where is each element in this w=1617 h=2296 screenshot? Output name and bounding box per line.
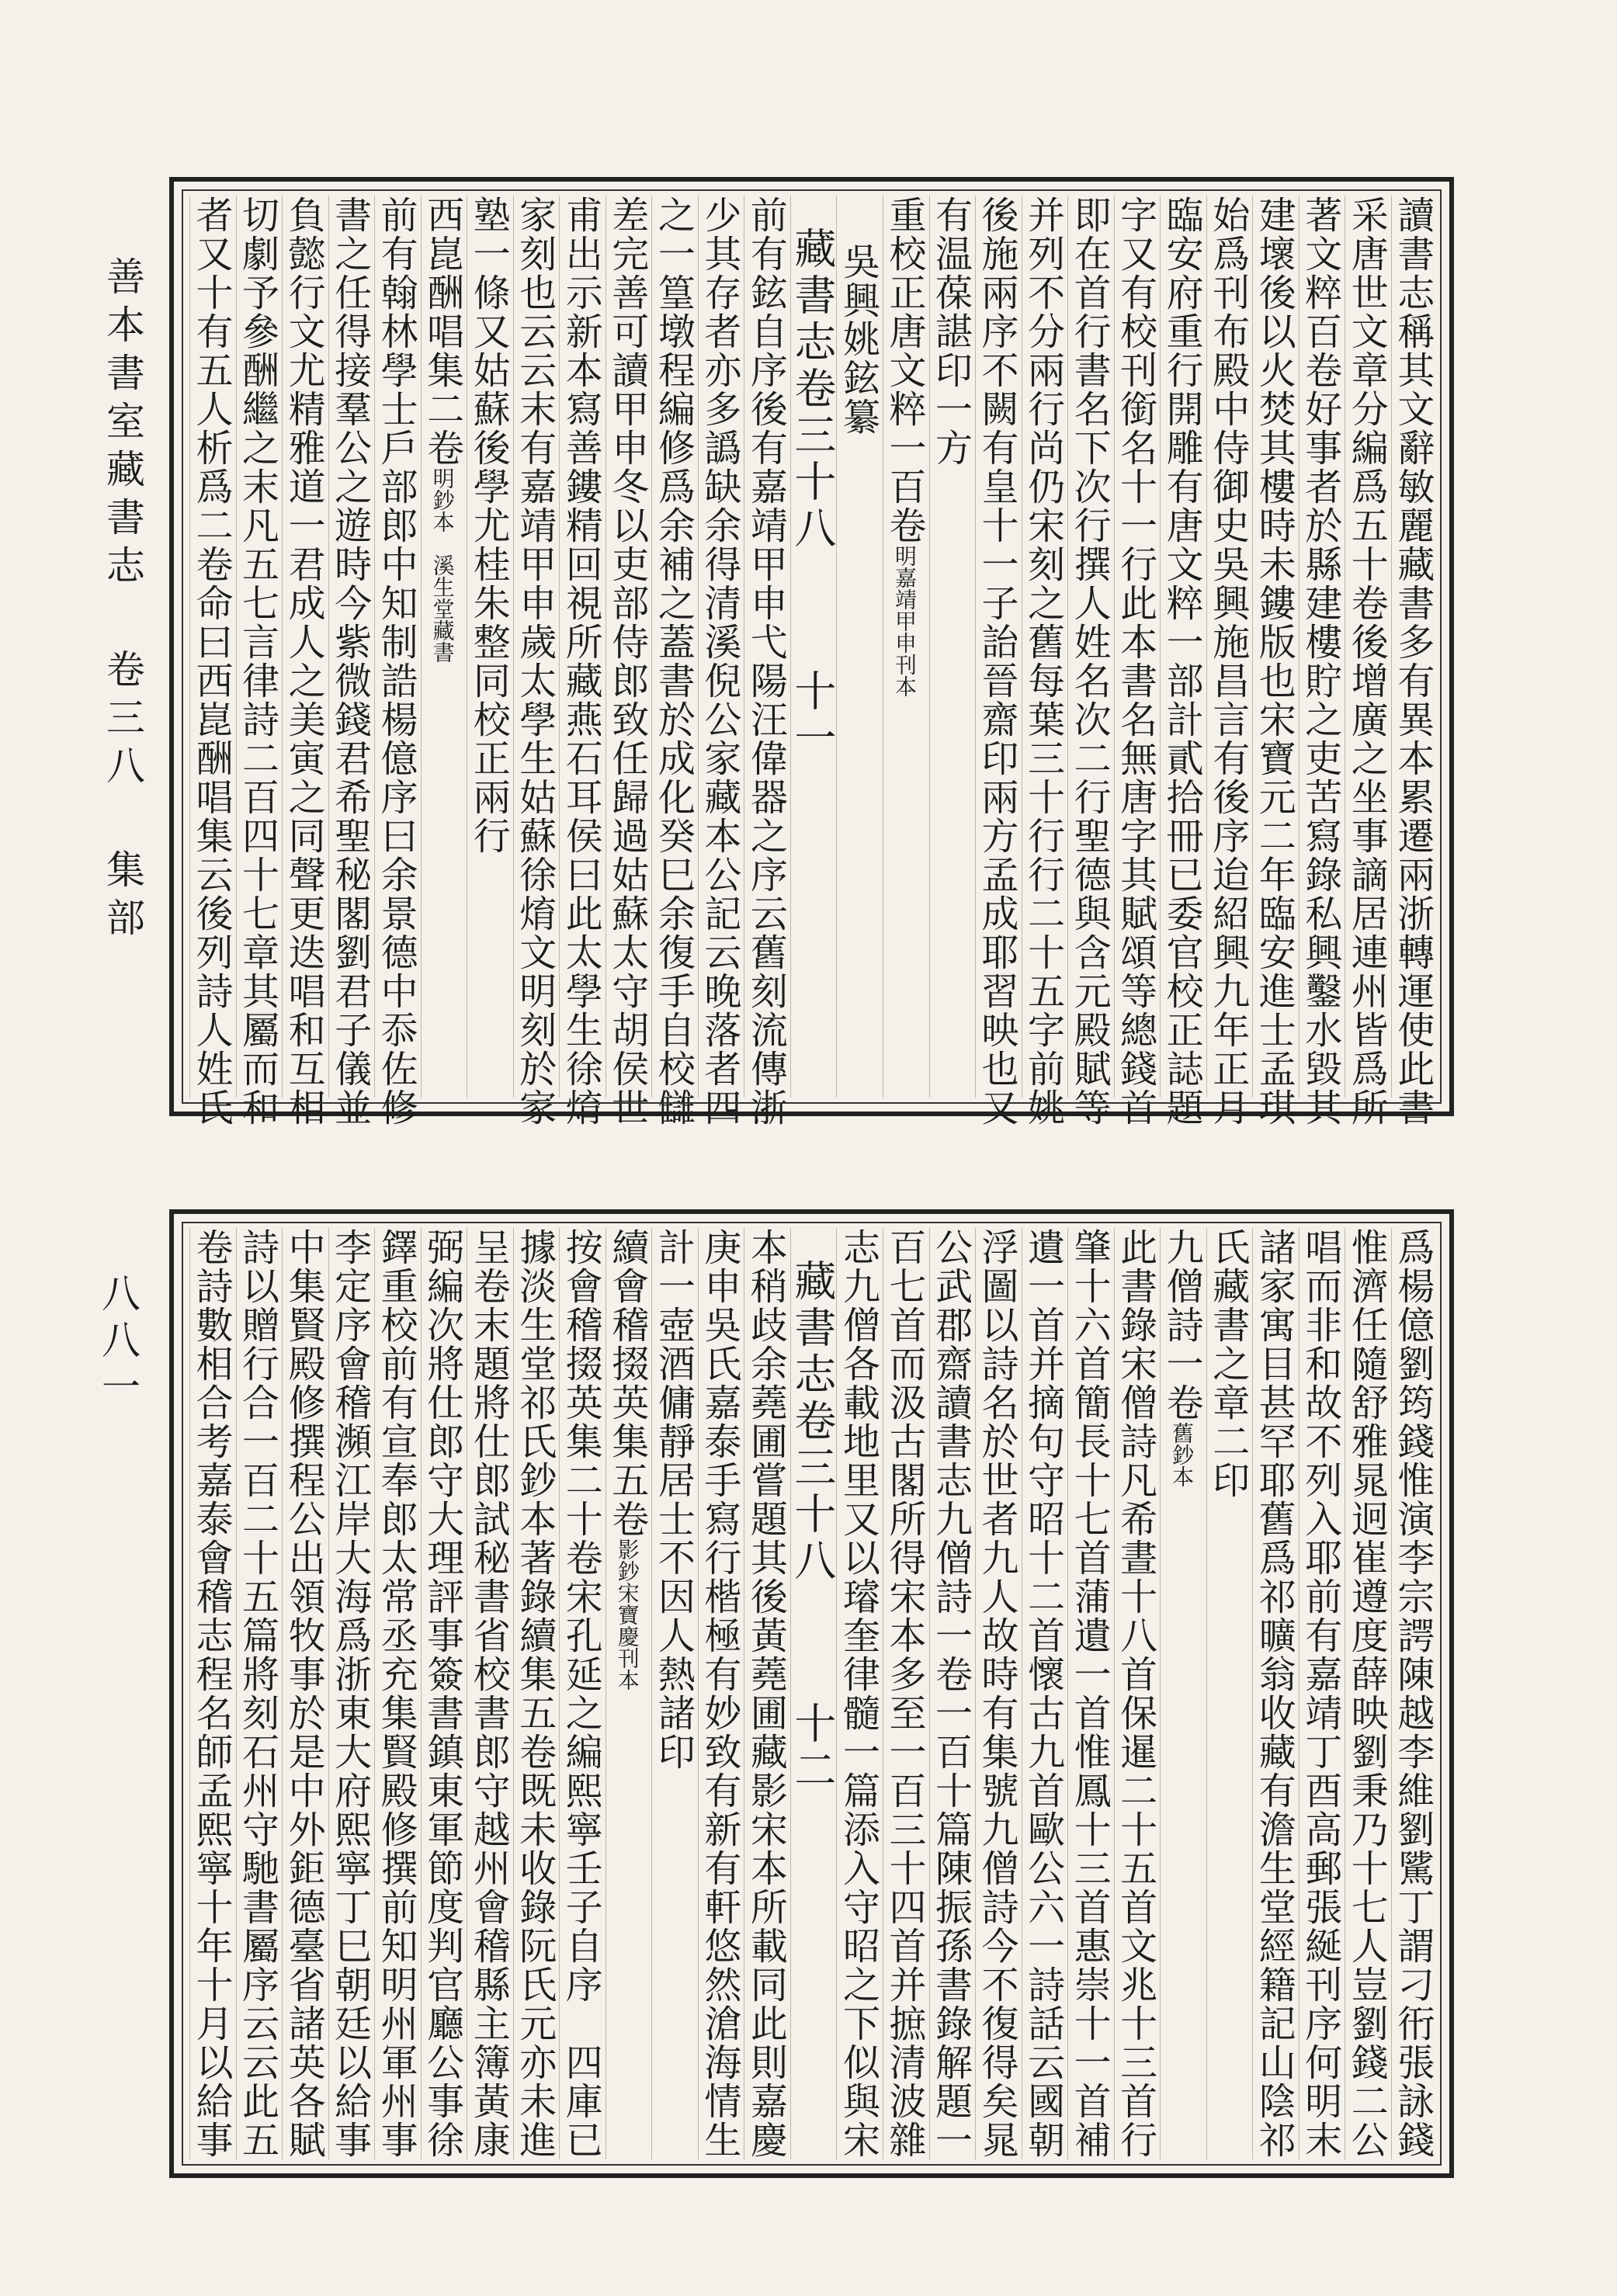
column-text: 負懿行文尤精雅道一君成人之美寅之同聲更迭唱和互相 (282, 196, 326, 1127)
spine-caption (99, 256, 146, 980)
text-column (328, 196, 372, 1127)
edition-note: 明嘉靖甲申刊本 (891, 545, 918, 697)
running-header-title: 藏書志卷三十八 (787, 1259, 837, 1585)
text-column (744, 1228, 786, 2159)
column-text: 讀書志稱其文辭敏麗藏書多有異本累遷兩浙轉運使此書 (1390, 196, 1435, 1127)
column-text: 計一壺酒傭靜居士不因人熱諸印 (651, 1228, 696, 1771)
column-text: 差完善可讀甲申冬以吏部侍郎致任歸過姑蘇太守胡侯世 (605, 196, 649, 1127)
text-column (1252, 196, 1296, 1127)
text-column (282, 196, 326, 1127)
text-column (189, 196, 233, 1127)
column-text: 浮圖以詩名於世者九人故時有集號九僧詩今不復得矣晁 (975, 1228, 1019, 2159)
text-column (836, 196, 879, 1098)
text-column (1114, 1228, 1157, 2159)
column-text: 并列不分兩行尚仍宋刻之舊每葉三十行行二十五字前姚 (1021, 196, 1065, 1127)
text-column (1206, 1228, 1249, 2159)
column-text: 卷詩數相合考嘉泰會稽志程名師孟熙寧十年十月以給事 (189, 1228, 233, 2159)
entry-title-column (1160, 1228, 1202, 2159)
column-text: 公武郡齋讀書志九僧詩一卷一百十篇陳振孫書錄解題一 (928, 1228, 973, 2159)
column-text: 李定序會稽瀕江岸大海爲浙東大府熙寧丁巳朝廷以給事 (328, 1228, 372, 2159)
column-text: 氏藏書之章二印 (1206, 1228, 1250, 1500)
edition-note: 舊鈔本 (1169, 1422, 1195, 1487)
lower-text-columns (189, 1228, 1434, 2159)
text-column (1345, 1228, 1387, 2159)
column-text: 唱而非和故不列入耶前有嘉靖丁酉高郵張綖刊序何明末 (1298, 1228, 1342, 2159)
text-column (1391, 1228, 1434, 2159)
entry-title-column (421, 196, 463, 1098)
text-column (697, 196, 741, 1127)
folio-number: 十二 (787, 1701, 837, 1795)
text-column (1299, 1228, 1341, 2159)
entry-title-column (606, 1228, 648, 2159)
text-column (929, 196, 972, 1098)
text-column (836, 1228, 879, 2159)
text-column (374, 196, 418, 1127)
column-text: 九僧詩一卷 (1160, 1228, 1204, 1422)
column-text: 詩以贈行合一百二十五篇將刻石州守馳書屬序云云此五 (235, 1228, 279, 2159)
column-text: 重校正唐文粹一百卷 (882, 196, 926, 545)
text-column (883, 1228, 925, 2159)
text-column (559, 196, 603, 1127)
text-column (374, 1228, 417, 2159)
column-text: 按會稽掇英集二十卷宋孔延之編熙寧壬子自序 四庫已 (559, 1228, 603, 2159)
column-text: 始爲刊布殿中侍御史吳興施昌言有後序迨紹興九年正月 (1206, 196, 1250, 1127)
column-text: 家刻也云云末有嘉靖甲申歲太學生姑蘇徐焴文明刻於家 (512, 196, 557, 1127)
column-text: 吳興姚鉉纂 (836, 242, 880, 436)
text-column (512, 196, 557, 1127)
text-column (605, 196, 649, 1127)
edition-note: 明鈔本 溪生堂藏書 (429, 467, 456, 663)
spine-section: 集部 (100, 848, 145, 945)
text-column (1022, 1228, 1064, 2159)
text-column (189, 1228, 232, 2159)
upper-page-panel (169, 177, 1454, 1127)
column-text: 庚申吳氏嘉泰手寫行楷極有妙致有新有軒悠然滄海情生 (697, 1228, 741, 2159)
column-text: 建壞後以火焚其樓時未鏤版也宋寶元二年臨安進士孟琪 (1252, 196, 1296, 1127)
column-text: 即在首行書名下次行撰人姓名次二行聖德與含元殿賦等 (1067, 196, 1112, 1127)
column-text: 志九僧各載地里又以璿奎律髓一篇添入守昭之下似與宋 (836, 1228, 880, 2159)
column-text: 續會稽掇英集五卷 (605, 1228, 649, 1538)
column-text: 采唐世文章分編爲五十卷後增廣之坐事謫居連州皆爲所 (1345, 196, 1389, 1127)
text-column (1113, 196, 1157, 1127)
column-text: 有温葆諶印一方 (928, 196, 973, 467)
text-column (513, 1228, 556, 2159)
column-text: 前有翰林學士戶部郎中知制誥楊億序曰余景德中忝佐修 (374, 196, 418, 1127)
text-column (929, 1228, 972, 2159)
text-column (651, 196, 696, 1127)
column-text: 鐸重校前有宣奉郎太常丞充集賢殿修撰前知明州軍州事 (374, 1228, 418, 2159)
text-column (328, 1228, 371, 2159)
column-text: 書之任得接羣公之遊時今紫微錢君希聖秘閣劉君子儀並 (328, 196, 372, 1127)
text-column (1067, 1228, 1110, 2159)
running-header (787, 1228, 837, 2159)
edition-note: 影鈔宋寶慶刊本 (614, 1538, 640, 1691)
text-column (235, 196, 279, 1127)
spine-volume: 卷三八 (100, 648, 145, 793)
column-text: 惟濟任隨舒雅晁迥崔遵度薛映劉秉乃十七人豈劉錢二公 (1345, 1228, 1389, 2159)
text-column (1206, 196, 1250, 1127)
column-text: 著文粹百卷好事者於縣建樓貯之吏苦寫錄私興鑿水毀其 (1298, 196, 1342, 1127)
text-column (1160, 196, 1204, 1127)
column-text: 臨安府重行開雕有唐文粹一部計貳拾冊已委官校正誌題 (1160, 196, 1204, 1127)
column-text: 弼編次將仕郎守大理評事簽書鎮東軍節度判官廳公事徐 (420, 1228, 464, 2159)
text-column (1021, 196, 1065, 1127)
text-column (282, 1228, 324, 2159)
column-text: 諸家寓目甚罕耶舊爲祁曠翁收藏有澹生堂經籍記山陰祁 (1252, 1228, 1296, 2159)
text-column (467, 196, 509, 1098)
text-column (1345, 196, 1389, 1127)
lower-page-panel (169, 1209, 1454, 2178)
text-column (467, 1228, 509, 2159)
column-text: 之一篁墩程編修爲余補之蓋書於成化癸巳余復手自校讎 (651, 196, 696, 1127)
upper-text-columns (189, 196, 1435, 1127)
column-text: 百七首而汲古閣所得宋本多至一百三十四首并摭清波雜 (882, 1228, 926, 2159)
column-text: 中集賢殿修撰程公出領牧事於是中外鉅德臺省諸英各賦 (282, 1228, 326, 2159)
column-text: 少其存者亦多譌缺余得清溪倪公家藏本公記云晚落者四 (697, 196, 741, 1127)
column-text: 者又十有五人析爲二卷命曰西崑酬唱集云後列詩人姓氏 (189, 196, 233, 1127)
column-text: 字又有校刊銜名十一行此本書名無唐字其賦頌等總錢首 (1113, 196, 1157, 1127)
text-column (1067, 196, 1112, 1127)
text-column (975, 196, 1019, 1127)
column-text: 爲楊億劉筠錢惟演李宗諤陳越李維劉騭丁謂刁衎張詠錢 (1390, 1228, 1435, 2159)
spine-book-title: 善本書室藏書志 (100, 256, 145, 593)
text-column (421, 1228, 463, 2159)
running-header-title: 藏書志卷三十八 (787, 227, 837, 553)
column-text: 本稍歧余蕘圃嘗題其後黃蕘圃藏影宋本所載同此則嘉慶 (744, 1228, 788, 2159)
column-text: 後施兩序不闕有皇十一子詒晉齋印兩方孟成耶習映也又 (975, 196, 1019, 1127)
column-text: 呈卷末題將仕郎試秘書省校書郎守越州會稽縣主簿黃康 (467, 1228, 511, 2159)
text-column (1252, 1228, 1295, 2159)
column-text: 此書錄宋僧詩凡希晝十八首保暹二十五首文兆十三首行 (1113, 1228, 1157, 2159)
text-column (698, 1228, 741, 2159)
column-text: 前有鉉自序後有嘉靖甲申弋陽汪偉器之序云舊刻流傳浙 (744, 196, 788, 1127)
column-text: 肇十六首簡長十七首蒲遺一首惟鳳十三首惠崇十一首補 (1067, 1228, 1112, 2159)
text-column (744, 196, 788, 1127)
running-header (787, 196, 837, 1098)
text-column (1298, 196, 1342, 1127)
column-text: 據淡生堂祁氏鈔本著錄續集五卷既未收錄阮氏元亦未進 (512, 1228, 557, 2159)
column-text: 西崑酬唱集二卷 (420, 196, 464, 467)
text-column (1390, 196, 1435, 1127)
text-column (651, 1228, 694, 2159)
column-text: 甫出示新本寫善鏤精回視所藏燕石耳侯曰此太學生徐焴 (559, 196, 603, 1127)
text-column (559, 1228, 602, 2159)
page-number: 八八一 (95, 1273, 141, 1413)
text-column (236, 1228, 279, 2159)
folio-number: 十一 (787, 669, 837, 762)
entry-title-column (883, 196, 925, 1098)
column-text: 遺一首并摘句守昭十二首懷古九首歐公六一詩話云國朝 (1021, 1228, 1065, 2159)
text-column (975, 1228, 1018, 2159)
column-text: 切劇予參酬繼之末凡五七言律詩二百四十七章其屬而和 (235, 196, 279, 1127)
column-text: 塾一條又姑蘇後學尤桂朱整同校正兩行 (467, 196, 511, 855)
